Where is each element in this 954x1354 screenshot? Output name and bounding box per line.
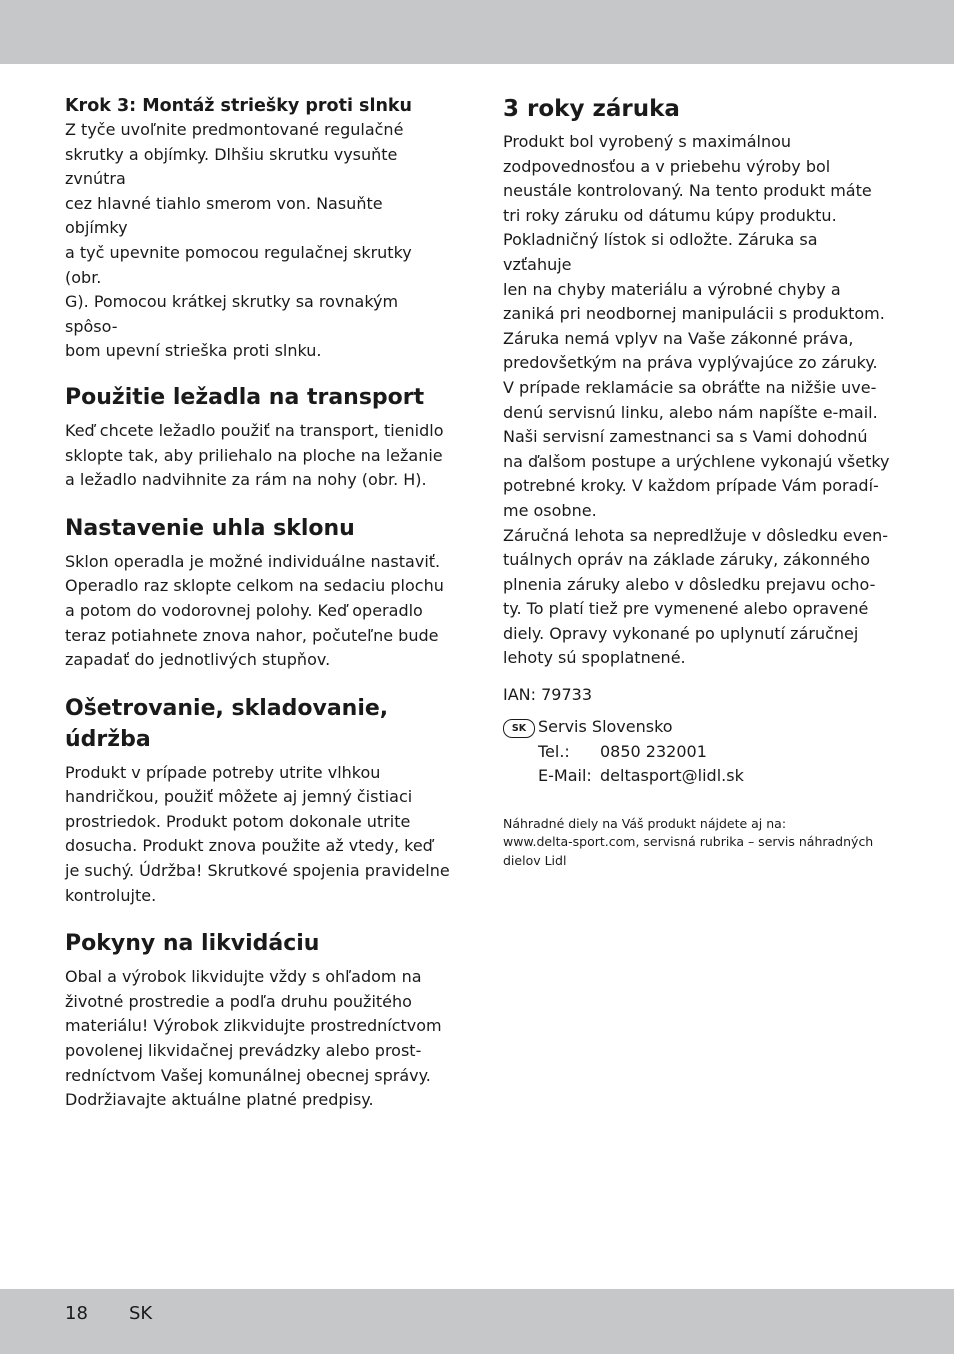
- spare-parts-note: Náhradné diely na Váš produkt nájdete aj na: www.delta-sport.com, servisná rubrika – servis náhradných dielov Lidl: [503, 815, 874, 868]
- disposal-heading: Pokyny na likvidáciu: [65, 931, 320, 957]
- angle-text: Sklon operadla je možné individuálne nastaviť. Operadlo raz sklopte celkom na sedaciu plochu a potom do vodorovnej polohy. Keď operadlo teraz potiahnete znova nahor, počuteľne bude zapadať do jednotlivých stupňov.: [65, 551, 444, 670]
- section-transport: [65, 382, 450, 493]
- transport-text: Keď chcete ležadlo použiť na transport, tienidlo sklopte tak, aby priliehalo na ploche na ležanie a ležadlo nadvihnite za rám na nohy (obr. H).: [65, 420, 444, 490]
- left-column: [65, 94, 450, 1113]
- care-heading: Ošetrovanie, skladovanie, údržba: [65, 695, 389, 752]
- service-contact: [503, 715, 891, 789]
- step3-heading: Krok 3: Montáž striešky proti slnku: [65, 96, 413, 116]
- warranty-heading: 3 roky záruka: [503, 96, 680, 122]
- section-step3: [65, 94, 450, 364]
- ian-number: IAN: 79733: [503, 685, 593, 705]
- angle-heading: Nastavenie uhla sklonu: [65, 515, 355, 541]
- section-warranty: [503, 94, 891, 671]
- section-care: [65, 693, 450, 909]
- page-number: 18: [65, 1303, 88, 1324]
- transport-heading: Použitie ležadla na transport: [65, 384, 425, 410]
- section-angle: [65, 513, 450, 673]
- disposal-text: Obal a výrobok likvidujte vždy s ohľadom na životné prostredie a podľa druhu použitého materiálu! Výrobok zlikvidujte prostredníctvom povolenej likvidačnej prevádzky alebo prost- redníctvom Vašej komunálnej obecnej správy. Dodržiavajte aktuálne platné predpisy.: [65, 967, 442, 1110]
- service-phone: Tel.: 0850 232001: [538, 741, 707, 761]
- section-disposal: [65, 928, 450, 1113]
- header-band: [0, 0, 954, 64]
- step3-text: Z tyče uvoľnite predmontované regulačné skrutky a objímky. Dlhšiu skrutku vysuňte zvnútra cez hlavné tiahlo smerom von. Nasuňte objímky a tyč upevnite pomocou regulačnej skrutky (obr. G). Pomocou krátkej skrutky sa rovnakým spôso- bom upevní strieška proti slnku.: [65, 120, 412, 361]
- service-name: Servis Slovensko: [538, 717, 673, 737]
- service-email: E-Mail: deltasport@lidl.sk: [538, 766, 744, 786]
- country-badge-icon: SK: [503, 719, 535, 738]
- warranty-text: Produkt bol vyrobený s maximálnou zodpovednosťou a v priebehu výroby bol neustále kontrolovaný. Na tento produkt máte tri roky záruku od dátumu kúpy produktu. Pokladničný lístok si odložte. Záruka sa vzťahuje len na chyby materiálu a výrobné chyby a zaniká pri neodbornej manipulácii s produktom. Záruka nemá vplyv na Vaše zákonné práva, predovšetkým na práva vyplývajúce zo záruky. V prípade reklamácie sa obráťte na nižšie uve- denú servisnú linku, alebo nám napíšte e-mail. Naši servisní zamestnanci sa s Vami dohodnú na ďalšom postupe a urýchlene vykonajú všetky potrebné kroky. V každom prípade Vám poradí- me osobne. Záručná lehota sa nepredlžuje v dôsledku even- tuálnych opráv na základe záruky, zákonného plnenia záruky alebo v dôsledku prejavu ocho- ty. To platí tiež pre vymenené alebo opravené diely. Opravy vykonané po uplynutí záručnej lehoty sú spoplatnené.: [503, 132, 890, 668]
- right-column: [503, 94, 891, 883]
- care-text: Produkt v prípade potreby utrite vlhkou handričkou, použiť môžete aj jemný čistiaci prostriedok. Produkt potom dokonale utrite dosucha. Produkt znova použite až vtedy, keď je suchý. Údržba! Skrutkové spojenia pravidelne kontrolujte.: [65, 762, 450, 905]
- language-code: SK: [129, 1303, 153, 1324]
